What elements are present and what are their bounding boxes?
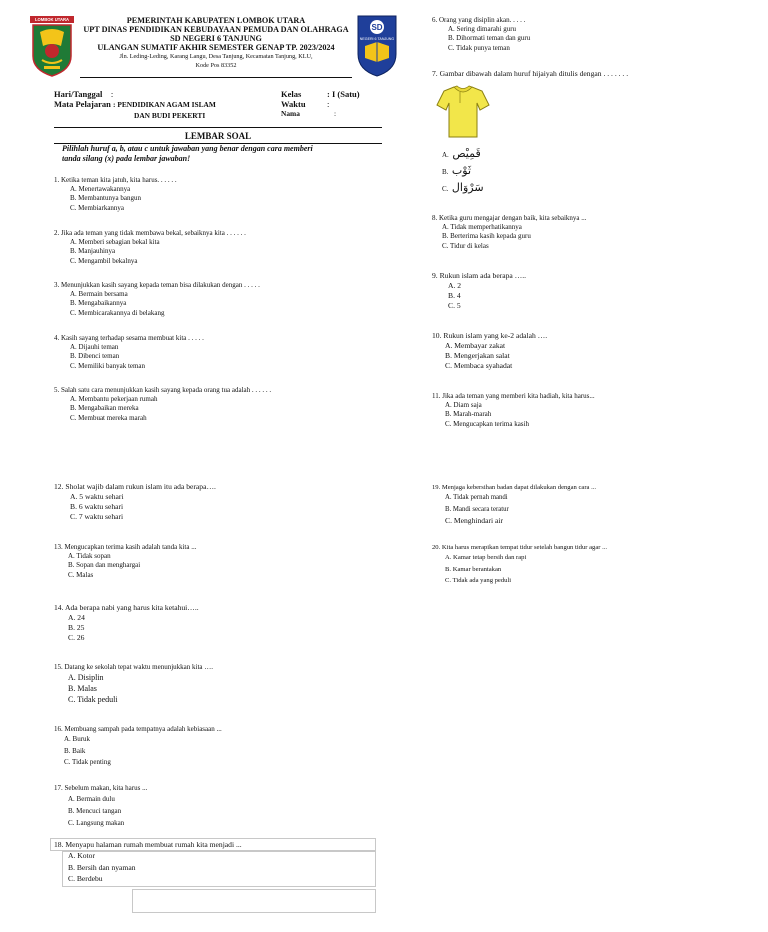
letterhead (80, 16, 352, 70)
option-b-row (442, 163, 484, 180)
letterhead-address: Jln. Leding-Leding, Karang Langu, Desa Tanjung, Kecamatan Tanjung, KLU, (119, 53, 313, 60)
option-a: A. Sering dimarahi guru (448, 25, 517, 34)
option-b: B. Bersih dan nyaman (68, 862, 136, 872)
option-c: C. Menghindari air (445, 516, 503, 526)
kabupaten-logo (30, 16, 74, 78)
empty-answer-box (132, 889, 376, 913)
sheet-title: LEMBAR SOAL (184, 131, 252, 141)
option-c-arabic: سَرْوَال (451, 181, 484, 194)
option-b: B. 25 (68, 623, 85, 632)
option-c: C. Membuat mereka marah (70, 413, 147, 422)
question-1 (54, 176, 177, 213)
option-c: C. Tidak peduli (68, 695, 118, 705)
option-a: A. Bermain dulu (68, 795, 115, 804)
option-a: A. Membantu pekerjaan rumah (70, 395, 158, 404)
option-a: A. Memberi sebagian bekal kita (70, 238, 160, 247)
option-b: B. Baik (64, 746, 86, 755)
letterhead-line4: ULANGAN SUMATIF AKHIR SEMESTER GENAP TP. 2023/2024 (97, 43, 335, 52)
option-b: B. Dihormati teman dan guru (448, 34, 531, 43)
option-b: B. Marah-marah (445, 410, 492, 419)
option-c: C. Memiliki banyak teman (70, 361, 146, 370)
option-c: C. Membaca syahadat (445, 361, 513, 370)
option-a: A. Disiplin (68, 673, 104, 683)
option-c: C. Tidak ada yang peduli (445, 577, 512, 585)
option-a: A. (442, 151, 449, 159)
question-18 (54, 840, 242, 885)
question-stem: 3. Menunjukkan kasih sayang kepada teman bisa dilakukan dengan . . . . . (54, 281, 260, 289)
question-stem: 18. Menyapu halaman rumah membuat rumah kita menjadi ... (54, 840, 242, 849)
instruction-line1: Pilihlah huruf a, b, atau c untuk jawaban yang benar dengan cara memberi (62, 144, 313, 153)
option-c: C. Tidur di kelas (442, 241, 489, 250)
option-a: A. Tidak pernah mandi (445, 494, 508, 502)
time-label: Waktu (281, 99, 306, 109)
option-b: B. (442, 168, 449, 176)
title-top-rule (54, 127, 382, 128)
option-b: B. Membantunya bangun (70, 194, 141, 203)
option-b: B. Mencuci tangan (68, 807, 122, 816)
option-a: A. 5 waktu sehari (70, 492, 124, 501)
question-stem: 6. Orang yang disiplin akan. . . . . (432, 16, 526, 24)
option-b: B. Mandi secara teratur (445, 505, 509, 513)
instruction-line2: tanda silang (x) pada lembar jawaban! (62, 153, 191, 163)
school-logo-subtext: NEGERI 6 TANJUNG (359, 37, 395, 41)
question-stem: 9. Rukun islam ada berapa ….. (432, 271, 527, 280)
question-stem: 2. Jika ada teman yang tidak membawa bekal, sebaiknya kita . . . . . . (54, 229, 246, 237)
shirt-image (436, 83, 490, 141)
name-value: : (334, 109, 337, 118)
question-5 (54, 386, 271, 423)
question-3 (54, 281, 260, 318)
question-4 (54, 334, 204, 371)
option-c: C. Mengambil bekalnya (70, 256, 138, 265)
option-c: C. Berdebu (68, 874, 103, 883)
option-b-arabic: ثَوْب (451, 164, 472, 177)
question-stem: 11. Jika ada teman yang memberi kita hadiah, kita harus... (432, 392, 595, 400)
question-stem: 14. Ada berapa nabi yang harus kita ketahui….. (54, 603, 199, 612)
question-14 (54, 603, 199, 643)
question-19 (432, 483, 596, 527)
question-13 (54, 543, 196, 580)
option-c: C. Malas (68, 570, 94, 579)
option-b: B. Mengabaikan mereka (70, 404, 139, 413)
kabupaten-logo-text: LOMBOK UTARA (34, 17, 70, 23)
name-label: Nama (281, 109, 300, 118)
option-a: A. Diam saja (445, 401, 482, 410)
subject-value-line2: DAN BUDI PEKERTI (134, 111, 206, 120)
option-b: B. Dibenci teman (70, 352, 120, 361)
option-c: C. Langsung makan (68, 819, 125, 828)
info-right (281, 89, 360, 119)
question-7-options (442, 146, 484, 197)
question-stem: 17. Sebelum makan, kita harus ... (54, 784, 148, 792)
option-a: A. Tidak memperhatikannya (442, 223, 522, 232)
question-stem: 13. Mengucapkan terima kasih adalah tanda kita ... (54, 543, 197, 551)
option-a: A. Tidak sopan (68, 552, 111, 561)
question-stem: 10. Rukun islam yang ke-2 adalah …. (432, 331, 548, 340)
option-b: B. Mengerjakan salat (445, 351, 510, 360)
option-a: A. Dijauhi teman (70, 343, 119, 352)
letterhead-line1: PEMERINTAH KABUPATEN LOMBOK UTARA (126, 16, 306, 25)
option-a: A. Bermain bersama (70, 290, 128, 299)
question-stem: 16. Membuang sampah pada tempatnya adalah kebiasaan ... (54, 725, 222, 733)
time-value: : (327, 99, 330, 109)
option-a: A. Membayar zakat (445, 341, 506, 350)
option-c: C. 7 waktu sehari (70, 512, 124, 521)
option-b: B. Manjauhinya (70, 247, 116, 256)
question-16 (54, 725, 222, 769)
question-20 (432, 543, 607, 587)
option-b: B. Berterima kasih kepada guru (442, 232, 531, 241)
question-stem: 15. Datang ke sekolah tepat waktu menunjukkan kita …. (54, 663, 214, 671)
letterhead-postcode: Kode Pos 83352 (195, 62, 237, 69)
class-value: : I (Satu) (327, 89, 360, 99)
question-11 (432, 392, 595, 429)
question-2 (54, 229, 246, 266)
info-left (54, 89, 216, 121)
option-a-row (442, 146, 484, 163)
option-c: C. 5 (448, 301, 461, 310)
option-b: B. Malas (68, 684, 97, 694)
option-a: A. 2 (448, 281, 462, 290)
question-8 (432, 214, 587, 251)
option-c: C. Mengucapkan terima kasih (445, 419, 529, 428)
subject-value: : PENDIDIKAN AGAM ISLAM (113, 100, 216, 109)
question-stem: 20. Kita harus merapikan tempat tidur setelah bangun tidur agar ... (432, 544, 608, 551)
date-label: Hari/Tanggal (54, 89, 103, 99)
option-a-arabic: قَمِيْص (452, 147, 481, 160)
option-c: C. Membiarkannya (70, 203, 125, 212)
option-a: A. Kamar tetap bersih dan rapi (445, 554, 527, 562)
school-logo (356, 14, 398, 78)
option-c: C. Tidak penting (64, 758, 111, 767)
date-value: : (110, 89, 114, 99)
question-stem: 19. Menjaga kebersihan badan dapat dilakukan dengan cara ... (432, 484, 597, 491)
letterhead-line3: SD NEGERI 6 TANJUNG (170, 34, 262, 43)
letterhead-line2: UPT DINAS PENDIDIKAN KEBUDAYAAN PEMUDA DAN OLAHRAGA (83, 25, 349, 34)
option-c: C. Tidak punya teman (448, 43, 510, 52)
school-logo-text: SD (371, 23, 383, 32)
question-9 (432, 271, 526, 311)
option-c: C. (442, 185, 449, 193)
option-a: A. Menertawakannya (70, 185, 131, 194)
class-label: Kelas (281, 89, 302, 99)
option-a: A. Kotor (68, 851, 95, 860)
option-c-row (442, 180, 484, 197)
option-c: C. 26 (68, 633, 85, 642)
option-b: B. Sopan dan menghargai (68, 561, 141, 570)
option-b: B. Mengabaikannya (70, 299, 127, 308)
question-12 (54, 482, 216, 522)
question-6 (432, 16, 530, 53)
question-stem: 8. Ketika guru mengajar dengan baik, kita sebaiknya ... (432, 214, 587, 222)
option-b: B. 6 waktu sehari (70, 502, 124, 511)
question-stem: 7. Gambar dibawah dalam huruf hijaiyah ditulis dengan . . . . . . . (432, 69, 629, 78)
question-stem: 1. Ketika teman kita jatuh, kita harus. . . . . . (54, 176, 177, 184)
option-a: A. Buruk (64, 735, 91, 744)
question-stem: 12. Sholat wajib dalam rukun islam itu ada berapa…. (54, 482, 216, 491)
question-7 (432, 69, 628, 79)
instructions (62, 144, 313, 163)
option-c: C. Membicarakannya di belakang (70, 308, 165, 317)
question-10 (432, 331, 547, 371)
option-b: B. 4 (448, 291, 461, 300)
subject-label: Mata Pelajaran (54, 99, 111, 109)
question-stem: 5. Salah satu cara menunjukkan kasih sayang kepada orang tua adalah . . . . . . (54, 386, 272, 394)
question-stem: 4. Kasih sayang terhadap sesama membuat kita . . . . . (54, 334, 204, 342)
letterhead-divider (80, 77, 352, 78)
option-b: B. Kamar berantakan (445, 565, 502, 573)
option-a: A. 24 (68, 613, 85, 622)
question-15 (54, 663, 213, 705)
question-17 (54, 784, 147, 829)
